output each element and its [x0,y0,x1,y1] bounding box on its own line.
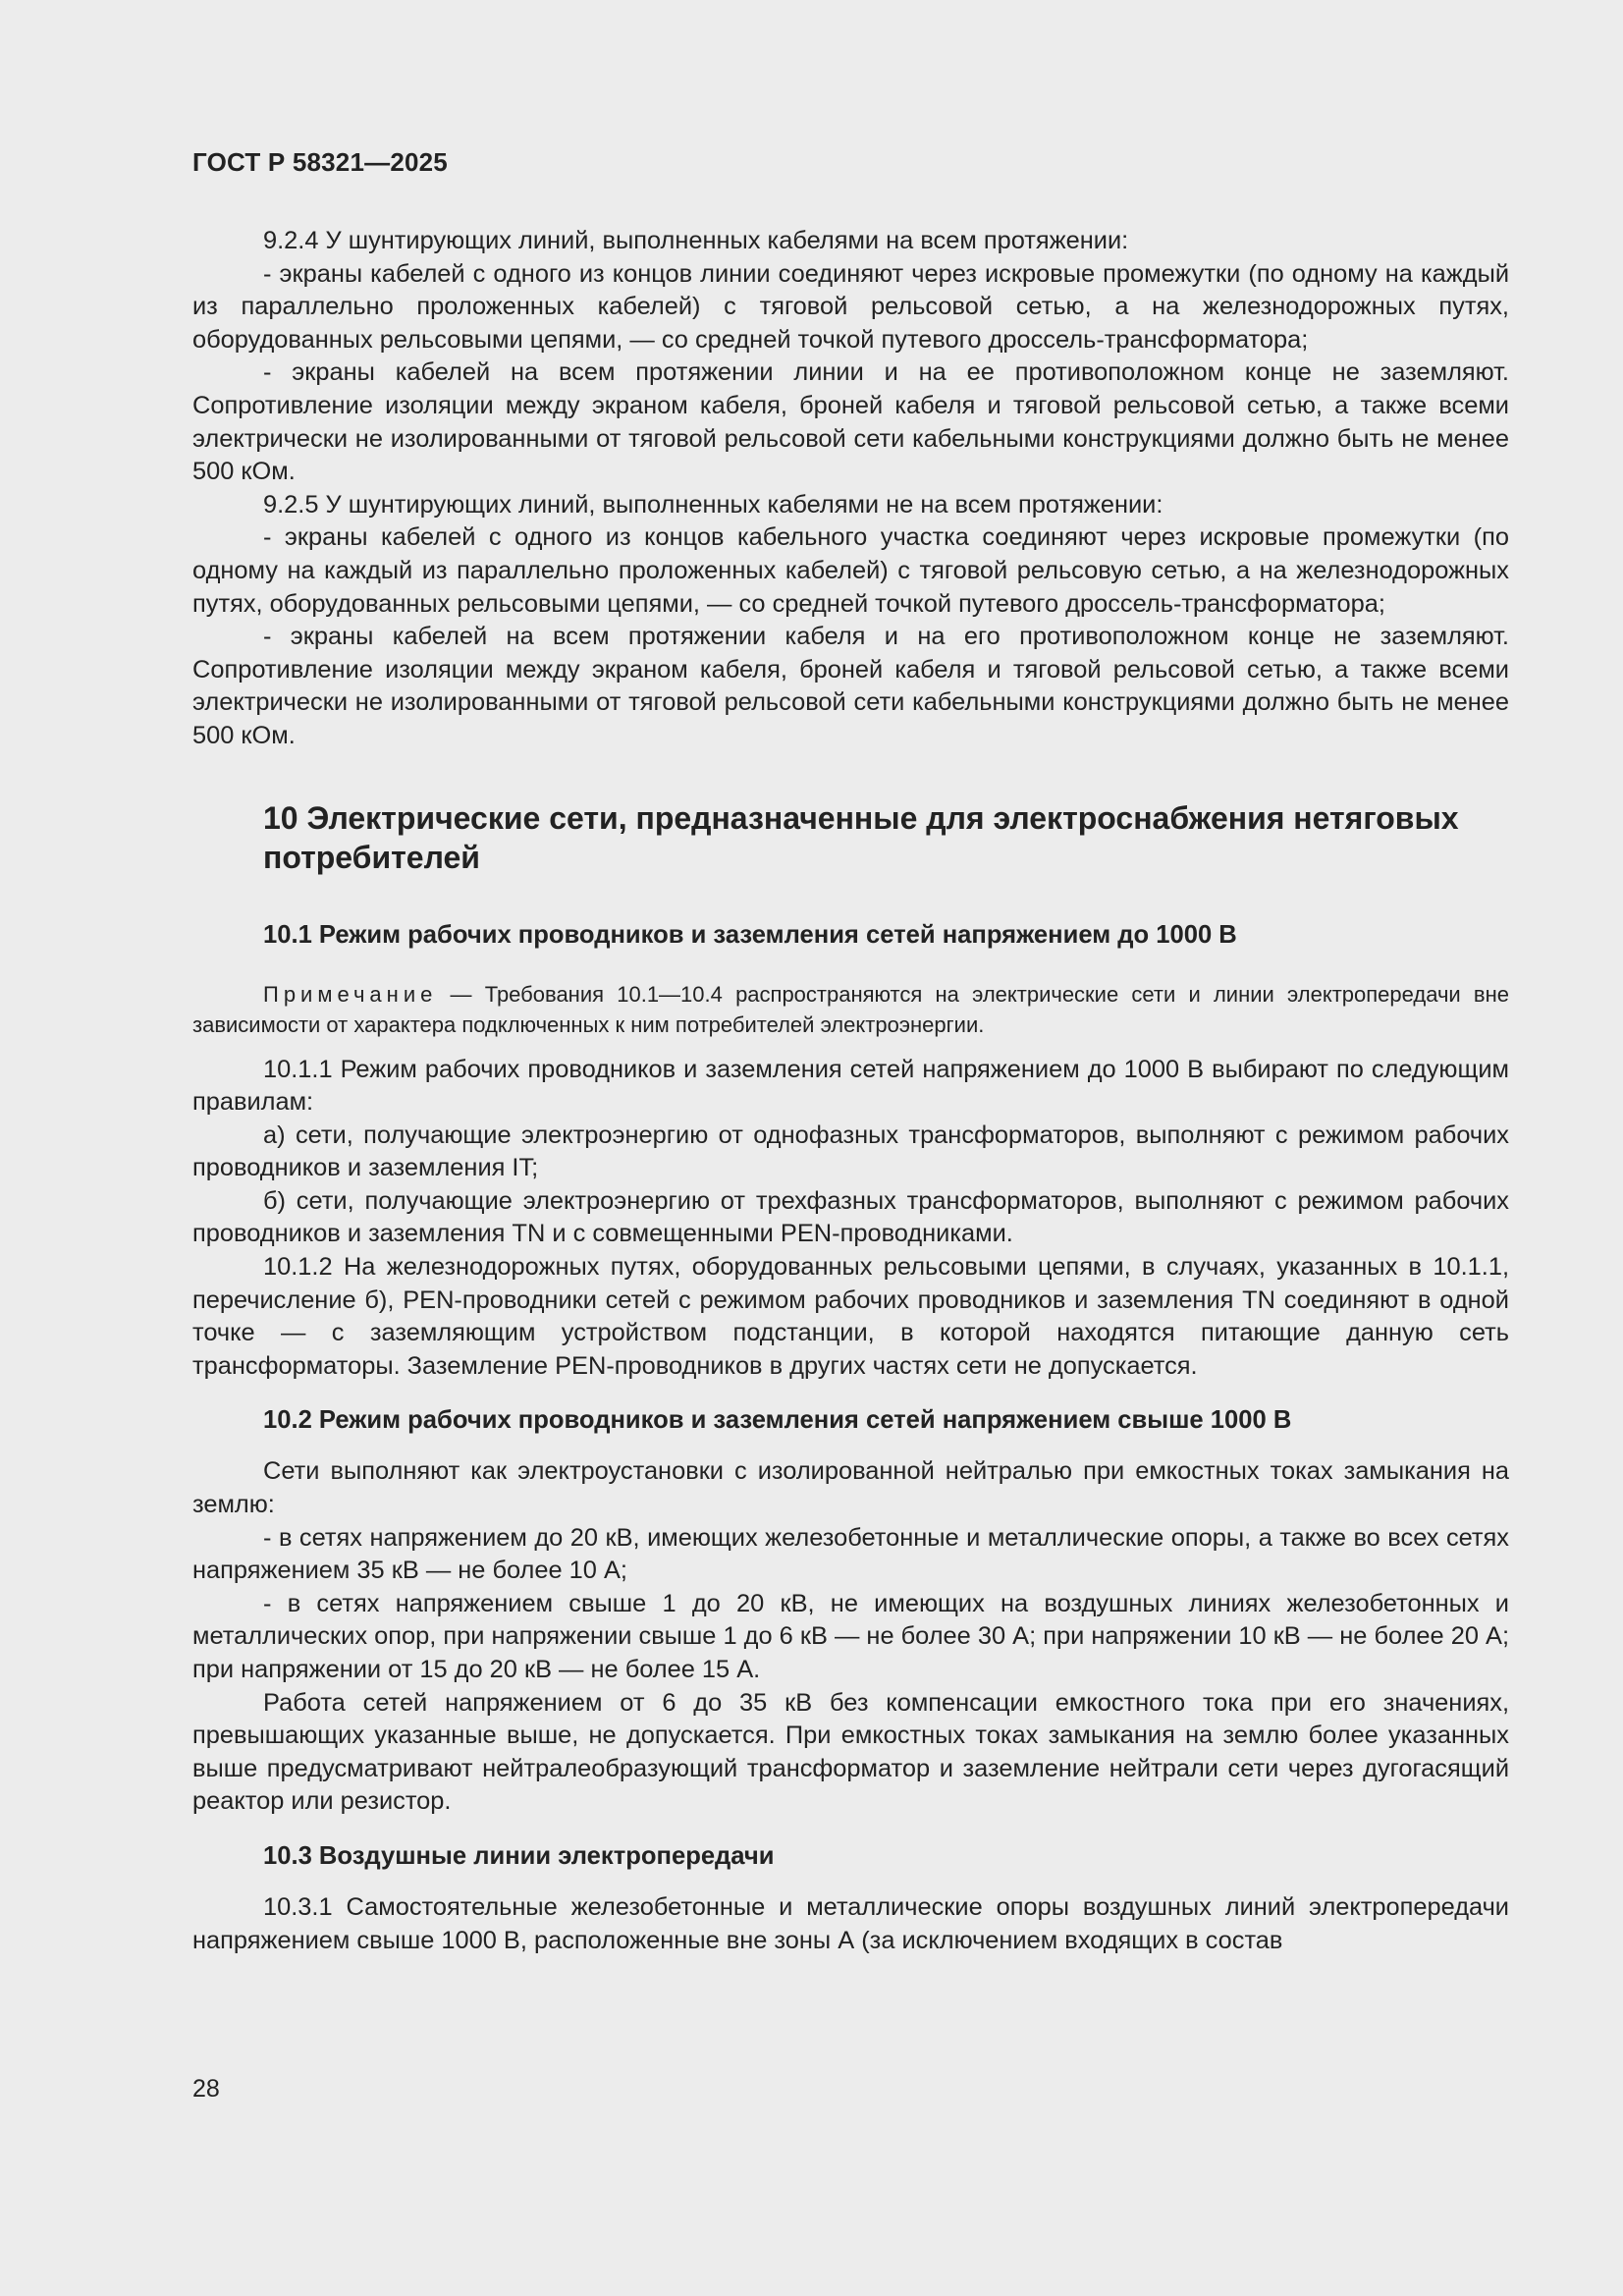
paragraph: 9.2.4 У шунтирующих линий, выполненных кабелями на всем протяжении: [263,227,1129,254]
note [192,979,1509,1040]
paragraph: б) сети, получающие электроэнергию от трехфазных трансформаторов, выполняют с режимом рабочих проводников и заземления TN и с совмещенными PEN-проводниками. [192,1186,1509,1248]
paragraph: - в сетях напряжением до 20 кВ, имеющих железобетонные и металлические опоры, а также во всех сетях напряжением 35 кВ — не более 10 А; [192,1523,1509,1585]
document-body [192,225,1509,1957]
subsection-heading: 10.1 Режим рабочих проводников и заземления сетей напряжением до 1000 В [263,920,1237,949]
paragraph: 10.3.1 Самостоятельные железобетонные и металлические опоры воздушных линий электропередачи напряжением свыше 1000 В, расположенные вне зоны А (за исключением входящих в состав [192,1892,1509,1954]
section-heading: 10 Электрические сети, предназначенные для электроснабжения нетяговых потребителей [263,799,1459,875]
subsection-heading: 10.2 Режим рабочих проводников и заземления сетей напряжением свыше 1000 В [263,1406,1292,1435]
paragraph: - экраны кабелей на всем протяжении кабеля и на его противоположном конце не заземляют. Сопротивление изоляции между экраном кабеля, броней кабеля и тяговой рельсовой сетью, а также всеми электрически не изолированными от тяговой рельсовой сети кабельными конструкциями должно быть не менее 500 кОм. [192,623,1509,749]
paragraph: 10.1.1 Режим рабочих проводников и заземления сетей напряжением до 1000 В выбирают по следующим правилам: [192,1055,1509,1117]
document-header: ГОСТ Р 58321—2025 [192,147,448,177]
paragraph: Работа сетей напряжением от 6 до 35 кВ без компенсации емкостного тока при его значениях, превышающих указанные выше, не допускается. При емкостных токах замыкания на землю более указанных выше предусматривают нейтралеобразующий трансформатор и заземление нейтрали сети через дугогасящий реактор или резистор. [192,1688,1509,1816]
paragraph: 9.2.5 У шунтирующих линий, выполненных кабелями не на всем протяжении: [263,490,1163,519]
paragraph: - в сетях напряжением свыше 1 до 20 кВ, не имеющих на воздушных линиях железобетонных и металлических опор, при напряжении свыше 1 до 6 кВ — не более 30 А; при напряжении 10 кВ — не более 20 А; при напряжении от 15 до 20 кВ — не более 15 А. [192,1589,1509,1683]
paragraph: - экраны кабелей с одного из концов кабельного участка соединяют через искровые промежутки (по одному на каждый из параллельно проложенных кабелей) с тяговой рельсовую сетью, а на железнодорожных путях, оборудованных рельсовыми цепями, — со средней точкой путевого дроссель-трансформатора; [192,523,1509,618]
note-label: Примечание [263,981,438,1007]
paragraph: а) сети, получающие электроэнергию от однофазных трансформаторов, выполняют с режимом рабочих проводников и заземления IT; [192,1121,1509,1182]
note-text: — Требования 10.1—10.4 распространяются на электрические сети и линии электропередачи вне зависимости от характера подключенных к ним потребителей электроэнергии. [192,981,1509,1037]
paragraph: 10.1.2 На железнодорожных путях, оборудованных рельсовыми цепями, в случаях, указанных в 10.1.1, перечисление б), PEN-проводники сетей с режимом рабочих проводников и заземления TN соединяют в одной точке — с заземляющим устройством подстанции, в которой находятся питающие данную сеть трансформаторы. Заземление PEN-проводников в других частях сети не допускается. [192,1253,1509,1380]
paragraph: - экраны кабелей на всем протяжении линии и на ее противоположном конце не заземляют. Сопротивление изоляции между экраном кабеля, броней кабеля и тяговой рельсовой сетью, а также всеми электрически не изолированными от тяговой рельсовой сети кабельными конструкциями должно быть не менее 500 кОм. [192,358,1509,486]
paragraph: - экраны кабелей с одного из концов линии соединяют через искровые промежутки (по одному на каждый из параллельно проложенных кабелей) с тяговой рельсовой сетью, а на железнодорожных путях, оборудованных рельсовыми цепями, — со средней точкой путевого дроссель-трансформатора; [192,259,1509,354]
paragraph: Сети выполняют как электроустановки с изолированной нейтралью при емкостных токах замыкания на землю: [192,1457,1509,1519]
subsection-heading: 10.3 Воздушные линии электропередачи [263,1841,775,1870]
page-number: 28 [192,2075,220,2103]
